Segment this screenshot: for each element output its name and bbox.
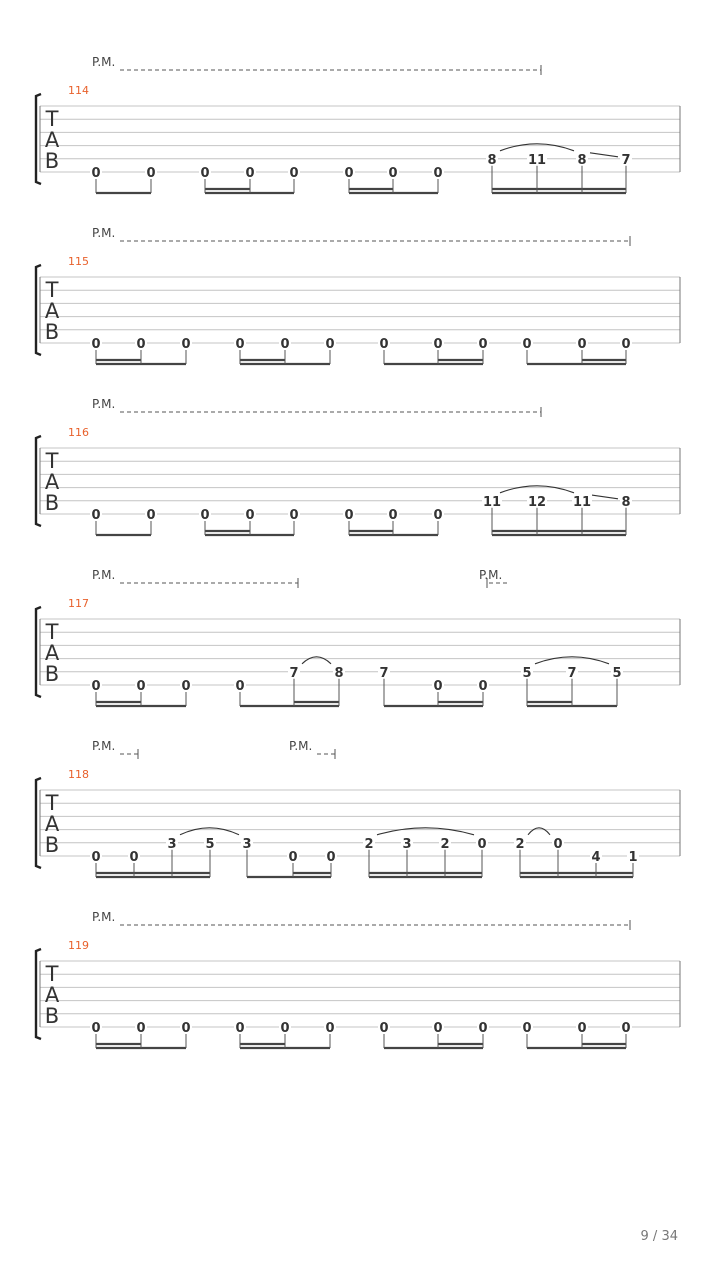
fret-number: 3	[242, 836, 252, 852]
fret-number: 3	[402, 836, 412, 852]
measure-number: 117	[68, 597, 89, 610]
palm-mute-label: P.M.	[92, 226, 116, 240]
fret-number: 7	[289, 665, 299, 681]
fret-number: 12	[527, 494, 547, 510]
fret-number: 0	[433, 508, 443, 523]
fret-number: 0	[136, 679, 146, 694]
fret-number: 0	[288, 850, 298, 865]
page-number: 9 / 34	[640, 1229, 678, 1244]
fret-number: 2	[364, 836, 374, 852]
fret-number: 0	[91, 850, 101, 865]
tab-clef-letter: B	[44, 149, 60, 173]
fret-number: 0	[478, 679, 488, 694]
fret-number: 0	[200, 166, 210, 181]
fret-number: 0	[289, 508, 299, 523]
tie-arc	[500, 486, 574, 493]
fret-number: 8	[577, 152, 587, 168]
tie-arc	[500, 144, 574, 151]
tab-clef-letter: T	[45, 962, 59, 986]
tie-arc	[180, 828, 239, 835]
tab-clef-letter: T	[45, 791, 59, 815]
tab-clef-letter: A	[44, 812, 60, 836]
fret-number: 0	[235, 679, 245, 694]
tab-clef-letter: A	[44, 983, 60, 1007]
fret-number: 0	[344, 166, 354, 181]
fret-number: 0	[388, 508, 398, 523]
fret-number: 8	[334, 665, 344, 681]
fret-number: 11	[482, 494, 502, 510]
tie-arc	[528, 828, 550, 835]
fret-number: 0	[91, 337, 101, 352]
fret-number: 0	[235, 1021, 245, 1036]
palm-mute-label: P.M.	[92, 910, 116, 924]
fret-number: 2	[515, 836, 525, 852]
fret-number: 0	[235, 337, 245, 352]
fret-number: 7	[567, 665, 577, 681]
fret-number: 0	[326, 850, 336, 865]
fret-number: 0	[477, 836, 487, 852]
tab-system	[36, 397, 680, 535]
tie-arc	[377, 828, 474, 835]
fret-number: 0	[146, 508, 156, 523]
tab-clef-letter: B	[44, 1004, 60, 1028]
tie-arc	[302, 657, 331, 664]
palm-mute-label: P.M.	[479, 568, 503, 582]
fret-number: 0	[280, 337, 290, 352]
fret-number: 0	[91, 166, 101, 181]
fret-number: 0	[522, 337, 532, 352]
measure-number: 116	[68, 426, 89, 439]
tab-system	[36, 739, 680, 877]
tab-clef-letter: A	[44, 299, 60, 323]
fret-number: 5	[612, 665, 622, 681]
palm-mute-label: P.M.	[92, 568, 116, 582]
tab-clef-letter: A	[44, 470, 60, 494]
fret-number: 0	[379, 1021, 389, 1036]
tie-arc	[535, 657, 609, 664]
tab-system	[36, 568, 680, 706]
fret-number: 0	[129, 850, 139, 865]
tab-system	[36, 910, 680, 1048]
tab-clef-letter: B	[44, 662, 60, 686]
measure-number: 119	[68, 939, 89, 952]
fret-number: 0	[577, 337, 587, 352]
fret-number: 0	[245, 508, 255, 523]
palm-mute-label: P.M.	[92, 55, 116, 69]
fret-number: 0	[181, 337, 191, 352]
palm-mute-label: P.M.	[289, 739, 313, 753]
fret-number: 5	[522, 665, 532, 681]
tab-system	[36, 55, 680, 193]
fret-number: 0	[146, 166, 156, 181]
fret-number: 3	[167, 836, 177, 852]
fret-number: 0	[181, 679, 191, 694]
fret-number: 0	[91, 508, 101, 523]
tab-clef-letter: T	[45, 449, 59, 473]
measure-number: 115	[68, 255, 89, 268]
fret-number: 0	[91, 1021, 101, 1036]
palm-mute-label: P.M.	[92, 739, 116, 753]
fret-number: 0	[136, 337, 146, 352]
fret-number: 0	[245, 166, 255, 181]
tab-clef-letter: A	[44, 641, 60, 665]
fret-number: 0	[433, 679, 443, 694]
fret-number: 0	[344, 508, 354, 523]
fret-number: 0	[577, 1021, 587, 1036]
fret-number: 0	[621, 1021, 631, 1036]
fret-number: 0	[433, 337, 443, 352]
measure-number: 118	[68, 768, 89, 781]
tab-clef-letter: B	[44, 491, 60, 515]
fret-number: 11	[527, 152, 547, 168]
palm-mute-label: P.M.	[92, 397, 116, 411]
fret-number: 11	[572, 494, 592, 510]
fret-number: 0	[325, 337, 335, 352]
fret-number: 8	[621, 494, 631, 510]
fret-number: 0	[433, 166, 443, 181]
fret-number: 4	[591, 850, 601, 865]
slide-line	[590, 153, 618, 157]
fret-number: 5	[205, 836, 215, 852]
fret-number: 0	[553, 836, 563, 852]
fret-number: 7	[379, 665, 389, 681]
fret-number: 2	[440, 836, 450, 852]
fret-number: 0	[522, 1021, 532, 1036]
measure-number: 114	[68, 84, 89, 97]
tab-clef-letter: T	[45, 278, 59, 302]
fret-number: 0	[181, 1021, 191, 1036]
fret-number: 0	[91, 679, 101, 694]
tab-clef-letter: B	[44, 320, 60, 344]
tab-clef-letter: T	[45, 620, 59, 644]
fret-number: 0	[289, 166, 299, 181]
fret-number: 0	[621, 337, 631, 352]
fret-number: 0	[200, 508, 210, 523]
slide-line	[590, 495, 618, 499]
tab-clef-letter: B	[44, 833, 60, 857]
fret-number: 7	[621, 152, 631, 168]
fret-number: 0	[280, 1021, 290, 1036]
tab-clef-letter: A	[44, 128, 60, 152]
fret-number: 8	[487, 152, 497, 168]
tab-system	[36, 226, 680, 364]
tab-clef-letter: T	[45, 107, 59, 131]
fret-number: 0	[325, 1021, 335, 1036]
fret-number: 0	[433, 1021, 443, 1036]
fret-number: 0	[388, 166, 398, 181]
fret-number: 0	[379, 337, 389, 352]
fret-number: 1	[628, 850, 638, 865]
fret-number: 0	[478, 337, 488, 352]
fret-number: 0	[478, 1021, 488, 1036]
fret-number: 0	[136, 1021, 146, 1036]
